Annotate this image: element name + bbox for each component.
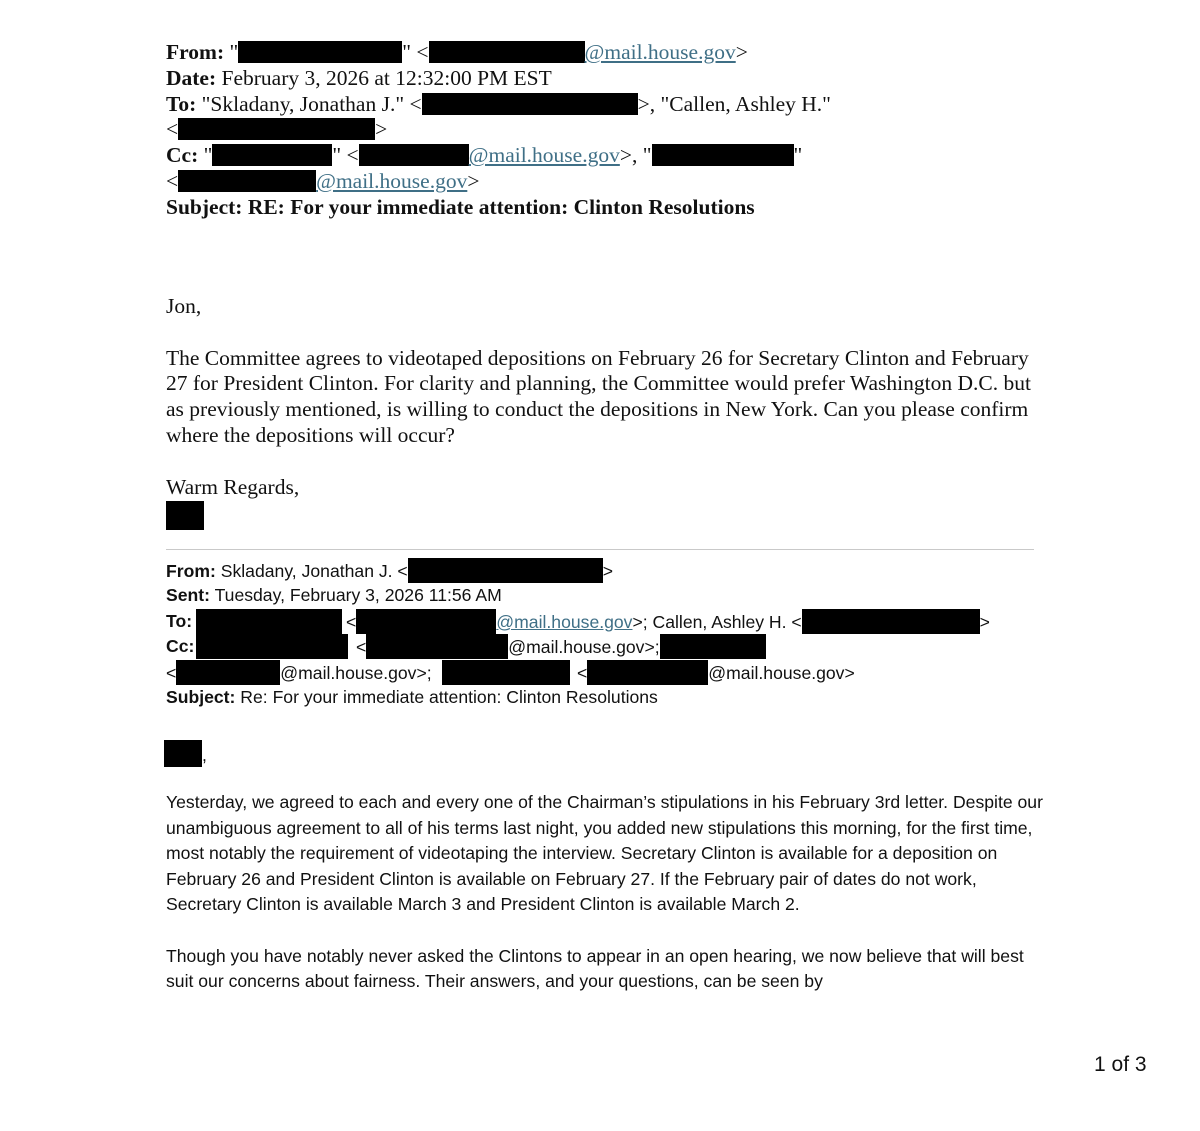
redaction-box — [196, 634, 348, 659]
email-divider — [166, 549, 1034, 550]
cc-email-1: @mail.house.gov>; — [508, 637, 660, 658]
to-label: To: — [166, 91, 197, 116]
subject-line — [166, 685, 1046, 710]
subject-label: Subject: — [166, 194, 243, 219]
redaction-box — [429, 41, 585, 63]
cc-label: Cc: — [166, 636, 195, 657]
cc-line-continued — [166, 169, 1046, 195]
to-after: >; Callen, Ashley H. < — [632, 611, 802, 632]
to-recipient-2: >, "Callen, Ashley H." — [637, 91, 831, 116]
to-line2-open: < — [166, 117, 179, 142]
cc-quote-1b: " < — [332, 143, 359, 168]
greeting: Jon, — [166, 294, 202, 318]
redaction-box — [178, 118, 375, 140]
cc-quote-2: " — [793, 143, 803, 168]
greeting-quoted — [164, 740, 207, 767]
date-line — [166, 66, 1046, 92]
cc-lt: < — [356, 637, 367, 658]
redaction-box — [196, 609, 342, 634]
from-email-link[interactable]: @mail.house.gov — [584, 40, 736, 64]
redaction-box — [212, 144, 332, 166]
cc-email-2: @mail.house.gov>; — [280, 662, 432, 683]
cc-line2-lt: < — [166, 662, 177, 683]
to-close: > — [979, 611, 990, 632]
body-paragraph-2: Though you have notably never asked the Clintons to appear in an open hearing, we now believe that will best suit our concerns about fairness. Their answers, and your questions, can be seen by — [166, 945, 1024, 992]
date-label: Date: — [166, 65, 217, 90]
to-recipient-1: "Skladany, Jonathan J." < — [201, 91, 422, 116]
cc-email-link-2[interactable]: @mail.house.gov — [316, 168, 468, 193]
redaction-box — [356, 609, 496, 634]
cc-after-1: >, " — [619, 143, 652, 168]
to-lt: < — [346, 611, 357, 632]
from-close: > — [735, 40, 748, 64]
subject-value: RE: For your immediate attention: Clinton Resolutions — [247, 194, 755, 219]
redaction-box — [359, 144, 469, 166]
from-line — [166, 558, 1046, 583]
redaction-box — [238, 41, 402, 63]
cc-line — [166, 634, 1046, 659]
cc-line — [166, 143, 1046, 169]
redaction-box — [422, 93, 638, 115]
email-body-quoted — [166, 790, 1046, 1020]
cc-line-continued — [166, 660, 1046, 685]
to-email-link[interactable]: @mail.house.gov — [496, 611, 633, 632]
email-header-primary — [166, 40, 1046, 221]
from-close: > — [602, 561, 613, 581]
subject-value: Re: For your immediate attention: Clinton Resolutions — [240, 686, 658, 707]
email-body-primary — [166, 294, 1046, 530]
from-line — [166, 40, 1046, 66]
sent-value: Tuesday, February 3, 2026 11:56 AM — [214, 585, 502, 606]
cc-line2-lt2: < — [577, 662, 588, 683]
from-label: From: — [166, 561, 216, 581]
redaction-box — [164, 740, 202, 767]
redaction-box — [660, 634, 766, 659]
redaction-box — [366, 634, 508, 659]
cc-line2-close: > — [467, 168, 480, 193]
cc-quote-1: " — [203, 143, 213, 168]
body-paragraph: The Committee agrees to videotaped depositions on February 26 for Secretary Clinton and February 27 for President Clinton. For clarity and planning, the Committee would prefer Washington D.C. but as previously mentioned, is willing to conduct the depositions in New York. Can you please confirm where the depositions will occur? — [166, 345, 1031, 447]
to-line2-close: > — [375, 117, 388, 142]
redaction-box — [587, 660, 708, 685]
redaction-box — [802, 609, 980, 634]
to-line — [166, 92, 1046, 118]
from-label: From: — [166, 40, 225, 64]
cc-line2-open: < — [166, 168, 179, 193]
date-value: February 3, 2026 at 12:32:00 PM EST — [221, 65, 552, 90]
body-paragraph-1: Yesterday, we agreed to each and every one of the Chairman’s stipulations in his February 3rd letter. Despite our unambiguous agreement to all of his terms last night, you added new stipulations this morning, for the first time, most notably the requirement of videotaping the interview. Secretary Clinton is available for a deposition on February 26 and President Clinton is available on February 27. If the February pair of dates do not work, Secretary Clinton is available March 3 and President Clinton is available March 2. — [166, 792, 1043, 915]
greeting-comma: , — [202, 745, 207, 765]
redaction-box — [176, 660, 280, 685]
sent-label: Sent: — [166, 585, 210, 606]
redaction-box — [442, 660, 570, 685]
cc-email-link-1[interactable]: @mail.house.gov — [468, 143, 620, 168]
from-quote-close: " < — [402, 40, 429, 64]
subject-label: Subject: — [166, 686, 236, 707]
to-label: To: — [166, 610, 193, 631]
to-line-continued — [166, 117, 1046, 143]
cc-label: Cc: — [166, 143, 199, 168]
from-value: Skladany, Jonathan J. < — [220, 561, 408, 581]
cc-email-3: @mail.house.gov> — [708, 662, 855, 683]
from-quote-open: " — [229, 40, 239, 64]
sent-line — [166, 583, 1046, 608]
closing: Warm Regards, — [166, 474, 300, 499]
redaction-box — [178, 170, 316, 192]
email-header-quoted — [166, 558, 1046, 710]
subject-line — [166, 195, 1046, 221]
to-line — [166, 609, 1046, 634]
signature-redaction — [166, 501, 204, 530]
page-number: 1 of 3 — [1094, 1053, 1147, 1076]
redaction-box — [408, 558, 603, 583]
redaction-box — [652, 144, 794, 166]
